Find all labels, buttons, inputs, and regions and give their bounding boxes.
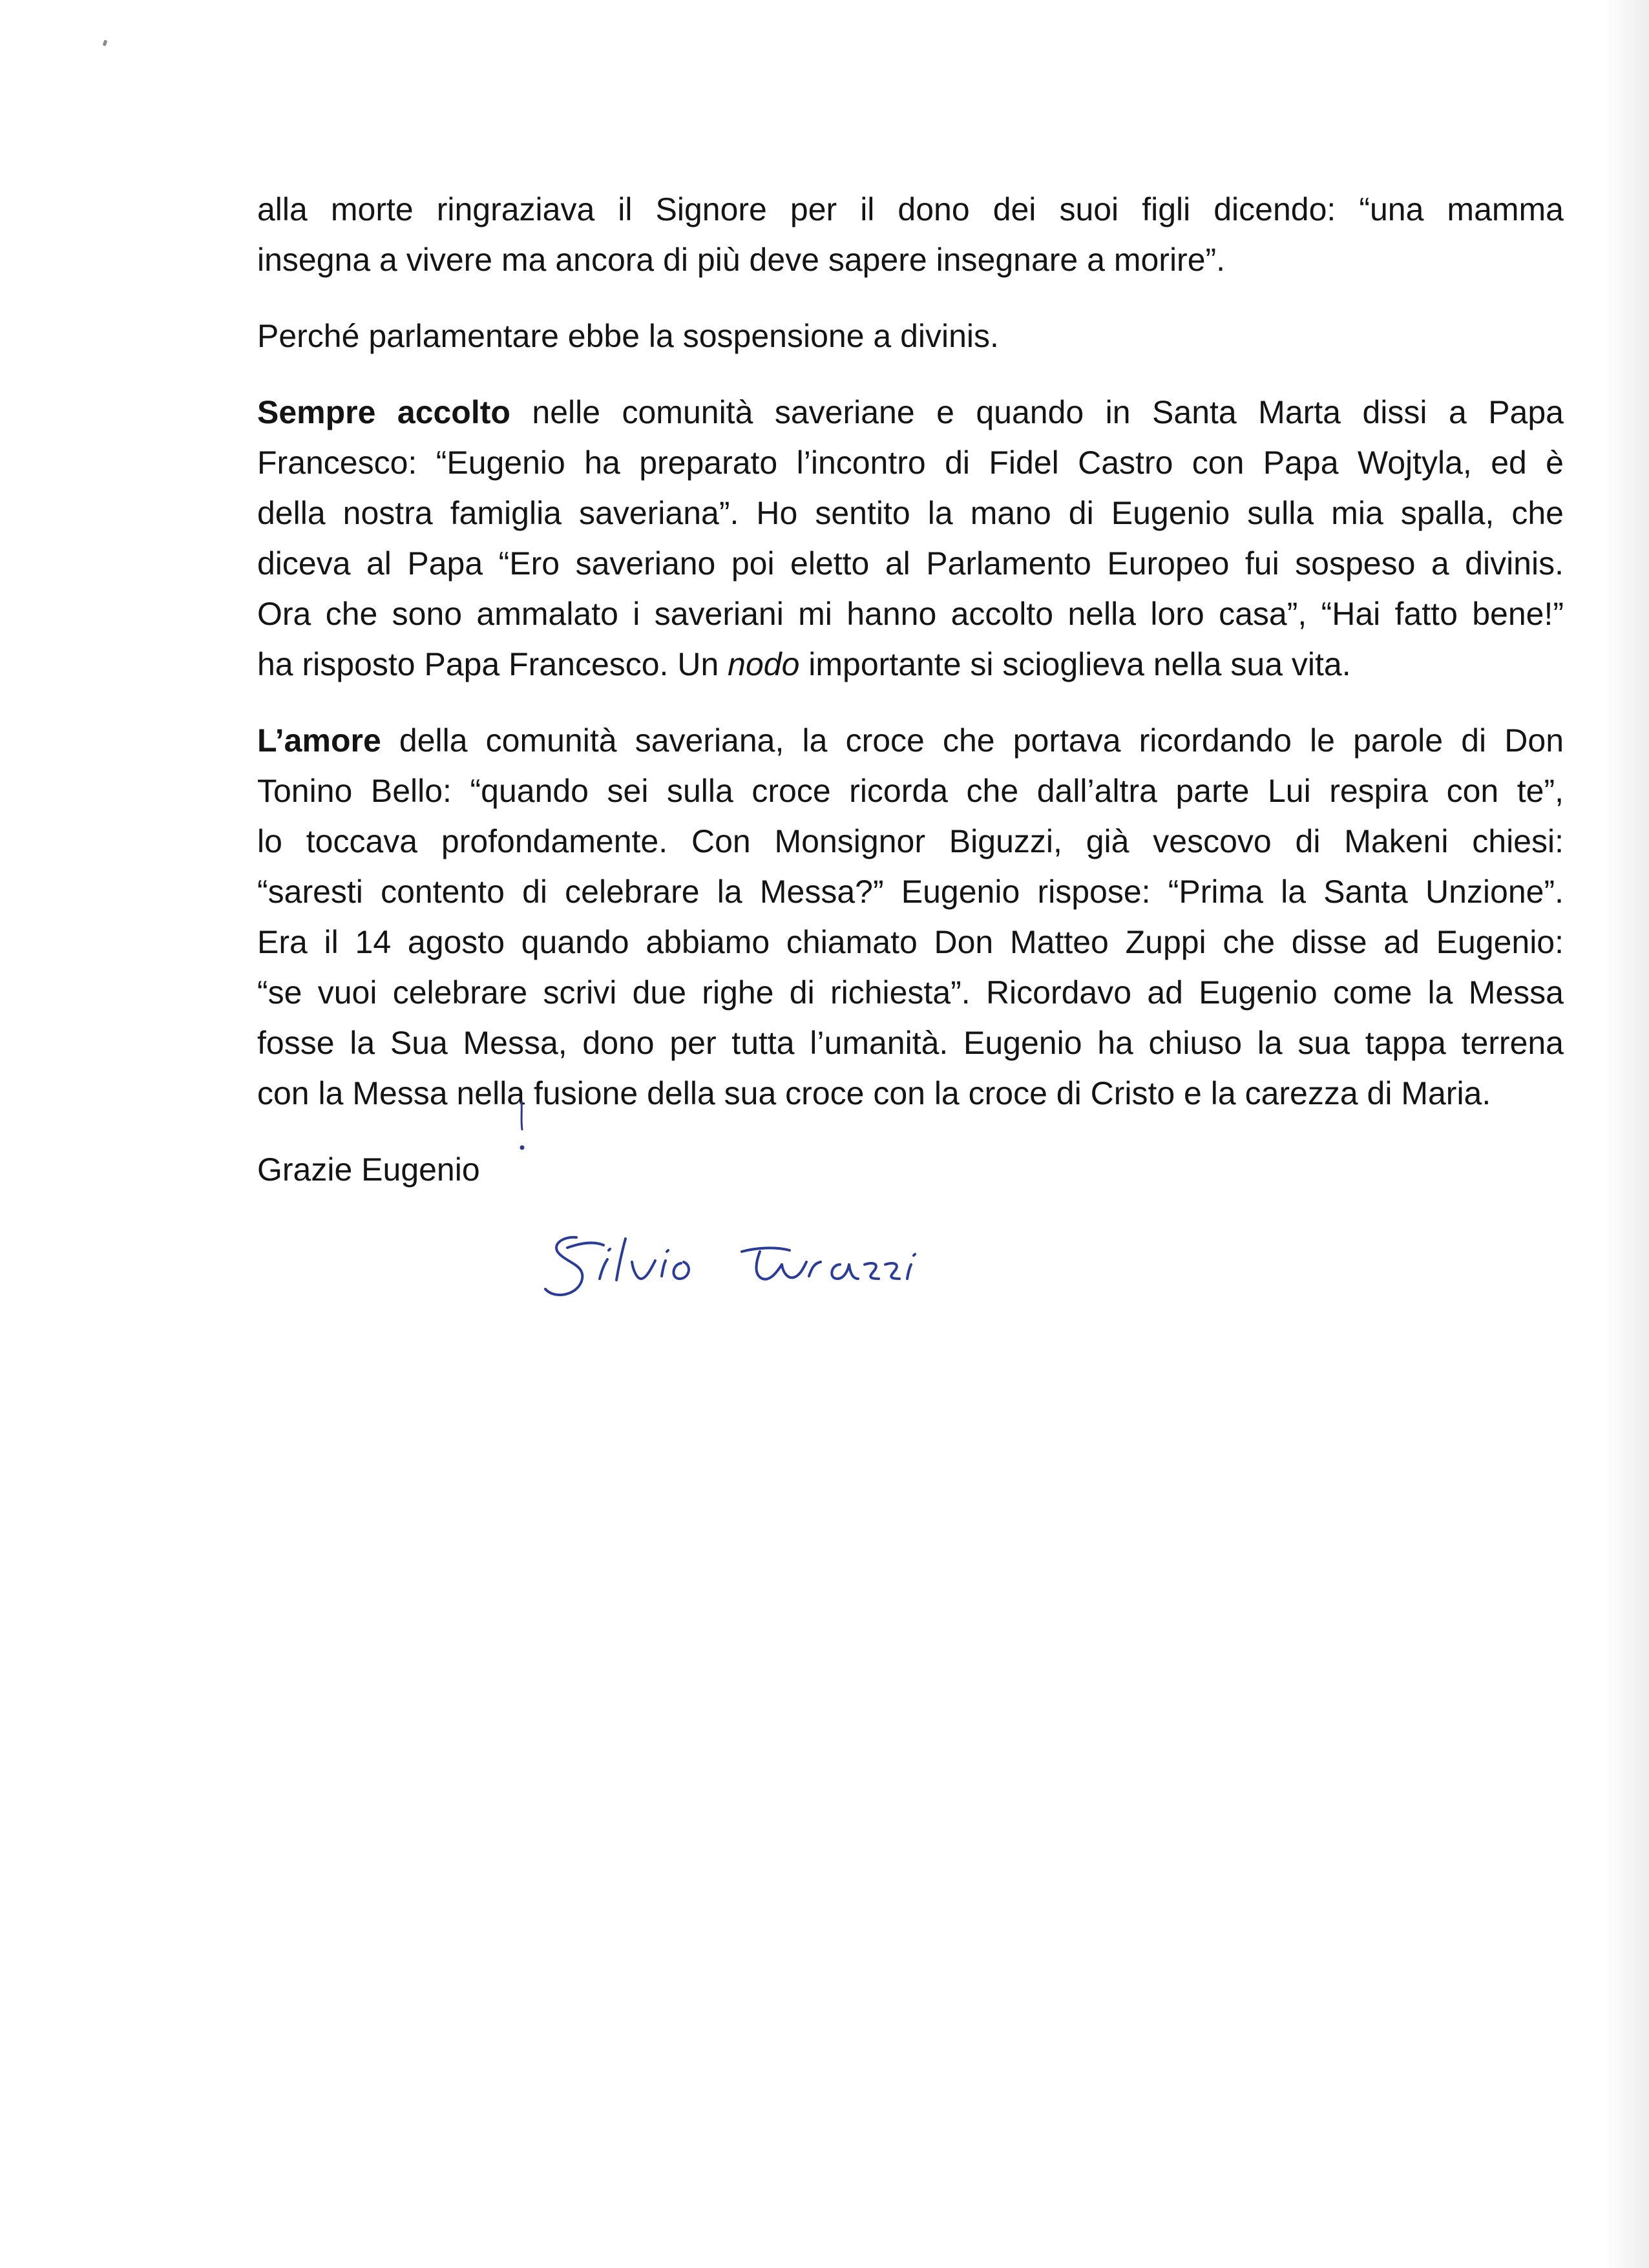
text-run: della comunità saveriana, la croce che portava ricordando le parole di Don	[381, 722, 1564, 759]
handwritten-exclamation-mark	[512, 1098, 532, 1157]
text-run: ha risposto Papa Francesco. Un	[257, 646, 728, 682]
text-line: Perché parlamentare ebbe la sospensione a divinis.	[257, 318, 999, 354]
text-line: insegna a vivere ma ancora di più deve sapere insegnare a morire”.	[257, 242, 1226, 278]
text-line: fosse la Sua Messa, dono per tutta l’umanità. Eugenio ha chiuso la sua tappa terrena	[257, 1025, 1564, 1061]
letter-body	[257, 184, 1564, 1195]
text-line	[257, 715, 1564, 766]
text-line: diceva al Papa “Ero saveriano poi eletto al Parlamento Europeo fui sospeso a divinis.	[257, 545, 1564, 582]
text-line: alla morte ringraziava il Signore per il dono dei suoi figli dicendo: “una mamma	[257, 191, 1564, 227]
text-line	[257, 639, 1564, 689]
text-line: Tonino Bello: “quando sei sulla croce ricorda che dall’altra parte Lui respira con te”,	[257, 773, 1564, 809]
text-run: importante si scioglieva nella sua vita.	[799, 646, 1351, 682]
text-line: con la Messa nella fusione della sua croce con la croce di Cristo e la carezza di Maria.	[257, 1075, 1491, 1111]
paragraph-amore	[257, 715, 1564, 1118]
italic-word: nodo	[728, 646, 800, 682]
paragraph-mother	[257, 184, 1564, 285]
bold-lead: L’amore	[257, 722, 381, 759]
scan-edge-shadow	[1604, 0, 1649, 2268]
text-line: della nostra famiglia saveriana”. Ho sentito la mano di Eugenio sulla mia spalla, che	[257, 495, 1564, 531]
text-run: nelle comunità saveriane e quando in Santa Marta dissi a Papa	[510, 394, 1564, 430]
bold-lead: Sempre accolto	[257, 394, 510, 430]
handwritten-signature	[536, 1212, 1027, 1328]
text-line	[257, 387, 1564, 437]
text-line: “saresti contento di celebrare la Messa?” Eugenio rispose: “Prima la Santa Unzione”.	[257, 874, 1564, 910]
paragraph-suspension	[257, 311, 1564, 361]
text-line: lo toccava profondamente. Con Monsignor Biguzzi, già vescovo di Makeni chiesi:	[257, 823, 1564, 859]
paragraph-sempre-accolto	[257, 387, 1564, 689]
text-line: Era il 14 agosto quando abbiamo chiamato Don Matteo Zuppi che disse ad Eugenio:	[257, 924, 1564, 960]
scan-speck	[103, 39, 108, 46]
closing-line: Grazie Eugenio	[257, 1151, 480, 1188]
text-line: Francesco: “Eugenio ha preparato l’incontro di Fidel Castro con Papa Wojtyla, ed è	[257, 445, 1564, 481]
text-line: “se vuoi celebrare scrivi due righe di richiesta”. Ricordavo ad Eugenio come la Messa	[257, 974, 1564, 1011]
text-line: Ora che sono ammalato i saveriani mi hanno accolto nella loro casa”, “Hai fatto bene!”	[257, 596, 1564, 632]
